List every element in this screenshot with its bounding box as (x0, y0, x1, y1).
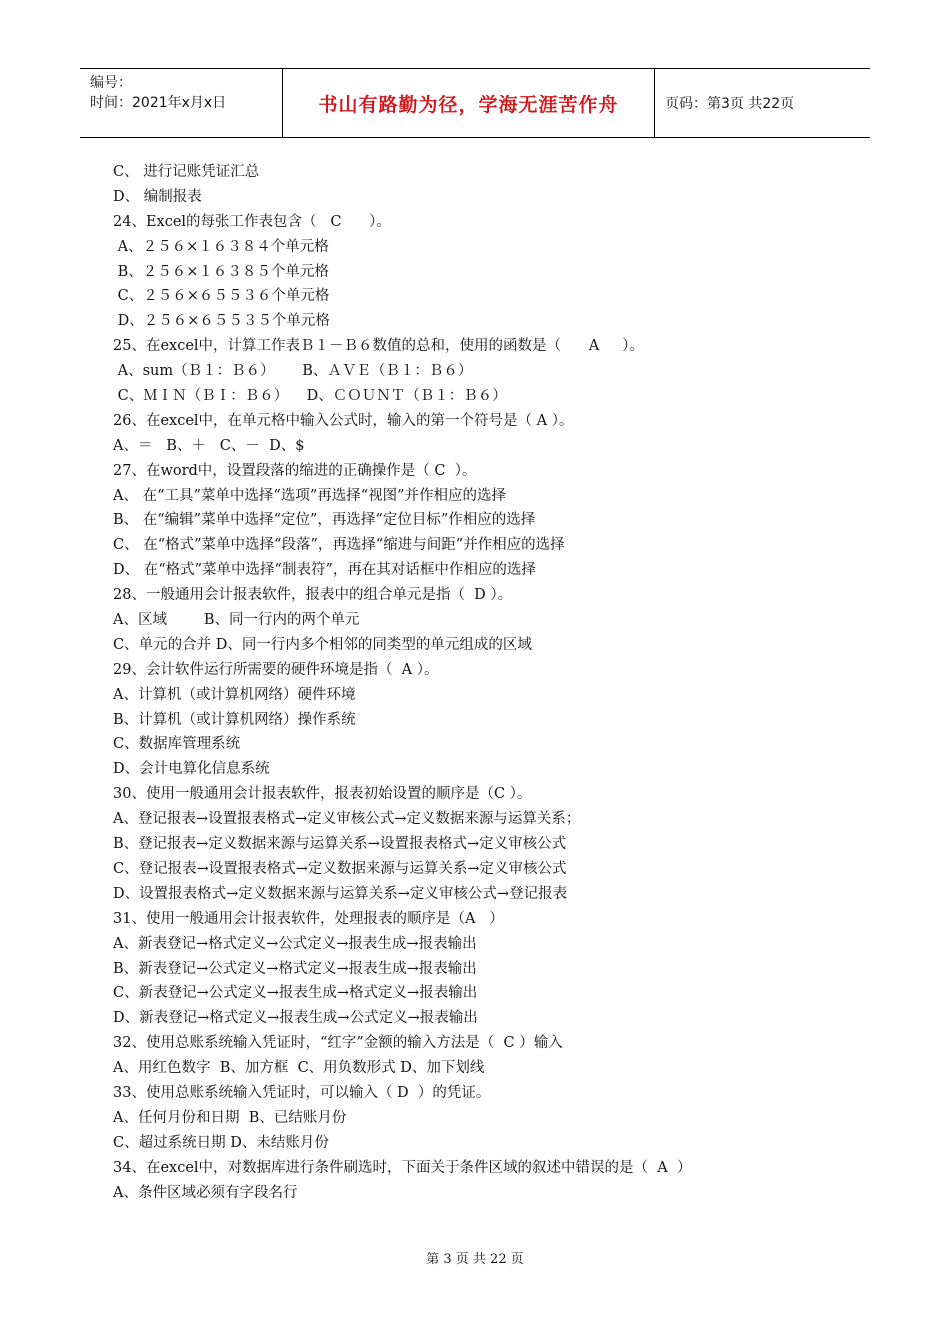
text-line: C、数据库管理系统 (113, 736, 241, 753)
text-line: D、 在“格式”菜单中选择“制表符”，再在其对话框中作相应的选择 (113, 562, 536, 579)
text-line: B、２５６×１６３８５个单元格 (113, 263, 329, 280)
text-line: D、２５６×６５５３５个单元格 (113, 313, 330, 330)
text-line: D、 编制报表 (113, 188, 202, 205)
header-motto: 书山有路勤为径，学海无涯苦作舟 (318, 93, 619, 116)
text-line: C、单元的合并 D、同一行内多个相邻的同类型的单元组成的区域 (113, 636, 532, 653)
text-line: 30、使用一般通用会计报表软件，报表初始设置的顺序是（C ）。 (113, 786, 532, 803)
text-line: 27、在word中，设置段落的缩进的正确操作是（ C ）。 (113, 462, 477, 479)
text-line: 29、会计软件运行所需要的硬件环境是指（ A ）。 (113, 661, 439, 678)
header-meta (80, 69, 283, 137)
header-page-number: 页码：第3页 共22页 (665, 96, 795, 112)
text-line: D、会计电算化信息系统 (113, 761, 270, 778)
header-motto-cell (283, 69, 655, 137)
text-line: 26、在excel中，在单元格中输入公式时，输入的第一个符号是（ A ）。 (113, 412, 574, 429)
text-line: B、新表登记→公式定义→格式定义→报表生成→报表输出 (113, 960, 477, 977)
text-line: B、登记报表→定义数据来源与运算关系→设置报表格式→定义审核公式 (113, 836, 567, 853)
document-number: 编号： (90, 75, 132, 91)
text-line: 28、一般通用会计报表软件，报表中的组合单元是指（ D ）。 (113, 587, 513, 604)
text-line: B、计算机（或计算机网络）操作系统 (113, 711, 356, 728)
text-line: D、设置报表格式→定义数据来源与运算关系→定义审核公式→登记报表 (113, 885, 568, 902)
text-line: C、 进行记账凭证汇总 (113, 164, 260, 180)
text-line: 33、使用总账系统输入凭证时，可以输入（ D ）的凭证。 (113, 1084, 491, 1101)
text-line: C、超过系统日期 D、未结账月份 (113, 1134, 329, 1151)
text-line: C、 在“格式”菜单中选择“段落”，再选择“缩进与间距”并作相应的选择 (113, 537, 565, 554)
text-line: A、登记报表→设置报表格式→定义审核公式→定义数据来源与运算关系； (113, 811, 581, 828)
text-line: 25、在excel中，计算工作表Ｂ１－Ｂ６数值的总和，使用的函数是（ A ）。 (113, 338, 644, 355)
text-line: C、２５６×６５５３６个单元格 (113, 288, 330, 305)
text-line: A、区域 B、同一行内的两个单元 (113, 612, 360, 629)
text-line: A、 在“工具”菜单中选择“选项”再选择“视图”并作相应的选择 (113, 487, 507, 504)
text-line: A、＝ B、＋ C、－ D、$ (113, 437, 305, 454)
text-line: 34、在excel中，对数据库进行条件刷选时，下面关于条件区域的叙述中错误的是（ A ） (113, 1159, 692, 1176)
text-line: B、 在“编辑”菜单中选择“定位”，再选择“定位目标”作相应的选择 (113, 512, 536, 529)
text-line: 32、使用总账系统输入凭证时，“红字”金额的输入方法是（ C ）输入 (113, 1035, 563, 1052)
document-date: 时间：2021年x月x日 (90, 95, 227, 111)
header-page-info (655, 69, 870, 137)
text-line: A、用红色数字 B、加方框 C、用负数形式 D、加下划线 (113, 1060, 485, 1077)
document-body (113, 160, 833, 1205)
text-line: A、新表登记→格式定义→公式定义→报表生成→报表输出 (113, 935, 477, 952)
text-line: A、条件区域必须有字段名行 (113, 1184, 298, 1201)
text-line: C、ＭＩＮ（ＢＩ：Ｂ６） D、ＣＯＵＮＴ（Ｂ１：Ｂ６） (113, 388, 507, 405)
text-line: C、新表登记→公式定义→报表生成→格式定义→报表输出 (113, 985, 478, 1002)
text-line: A、任何月份和日期 B、已结账月份 (113, 1109, 347, 1126)
text-line: D、新表登记→格式定义→报表生成→公式定义→报表输出 (113, 1010, 478, 1027)
text-line: C、登记报表→设置报表格式→定义数据来源与运算关系→定义审核公式 (113, 860, 567, 877)
text-line: A、sum（Ｂ１：Ｂ６） B、ＡＶＥ（Ｂ１：Ｂ６） (113, 363, 473, 380)
text-line: A、计算机（或计算机网络）硬件环境 (113, 686, 356, 703)
text-line: 24、Excel的每张工作表包含（ C ）。 (113, 213, 391, 230)
page-footer: 第 3 页 共 22 页 (426, 1252, 524, 1267)
text-line: 31、使用一般通用会计报表软件，处理报表的顺序是（A ） (113, 910, 504, 927)
text-line: A、２５６×１６３８４个单元格 (113, 238, 329, 255)
page-header (80, 68, 870, 138)
